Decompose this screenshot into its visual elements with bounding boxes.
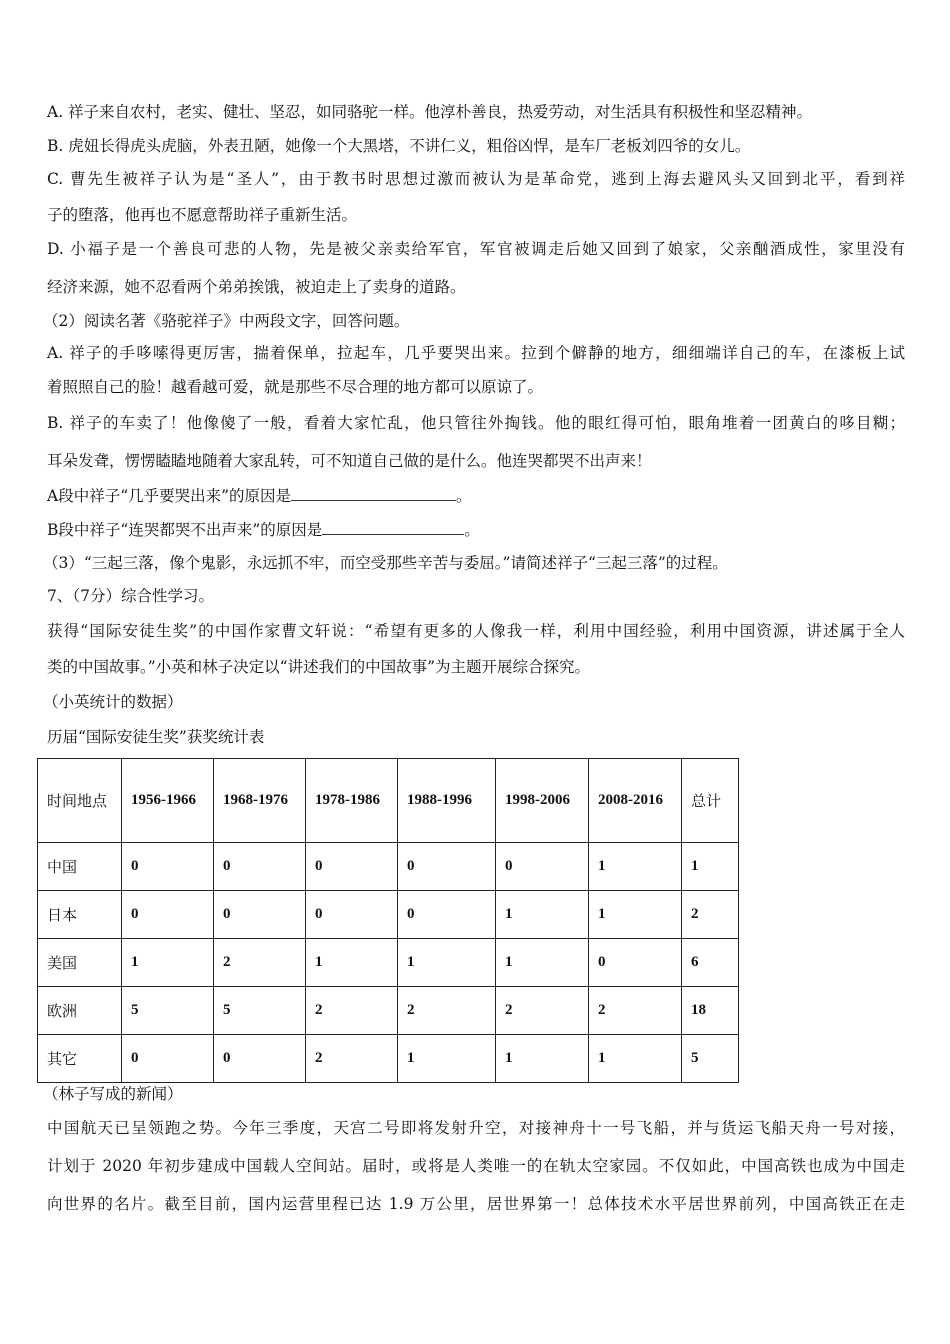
header-cell: 2008-2016: [589, 759, 682, 843]
count-cell: 2: [306, 1035, 398, 1083]
question-b-text: B段中祥子“连哭都哭不出声来”的原因是: [47, 521, 323, 539]
count-cell: 2: [398, 987, 496, 1035]
news-line3: 向世界的名片。截至目前，国内运营里程已达 1.9 万公里，居世界第一！总体技术水平居世界前列，中国高铁正在走: [47, 1195, 905, 1213]
table-row: [38, 891, 739, 939]
data-label: （小英统计的数据）: [43, 693, 183, 711]
header-cell: 时间地点: [38, 759, 122, 843]
count-cell: 0: [589, 939, 682, 987]
count-cell: 2: [682, 891, 739, 939]
count-cell: 0: [122, 1035, 214, 1083]
table-row: [38, 1035, 739, 1083]
count-cell: 1: [496, 1035, 589, 1083]
passage-b-line2: 耳朵发聋，愣愣瞌瞌地随着大家乱转，可不知道自己做的是什么。他连哭都哭不出声来！: [47, 452, 652, 470]
count-cell: 2: [496, 987, 589, 1035]
count-cell: 0: [306, 843, 398, 891]
count-cell: 2: [306, 987, 398, 1035]
passage-a-line1: A. 祥子的手哆嗦得更厉害，揣着保单，拉起车，几乎要哭出来。拉到个僻静的地方，细细端详自己的车，在漆板上试: [47, 344, 905, 362]
option-c-line1: C. 曹先生被祥子认为是“圣人”，由于教书时思想过激而被认为是革命党，逃到上海去避风头又回到北平，看到祥: [47, 170, 905, 188]
question-b-end: 。: [464, 521, 480, 539]
header-cell: 1988-1996: [398, 759, 496, 843]
option-d-line2: 经济来源，她不忍看两个弟弟挨饿，被迫走上了卖身的道路。: [47, 278, 466, 296]
count-cell: 1: [398, 1035, 496, 1083]
news-line1: 中国航天已呈领跑之势。今年三季度，天宫二号即将发射升空，对接神舟十一号飞船，并与货运飞船天舟一号对接，: [47, 1119, 905, 1137]
part3-question: （3）“三起三落，像个鬼影，永远抓不牢，而空受那些辛苦与委屈。”请简述祥子“三起三落”的过程。: [43, 554, 728, 572]
table-row: [38, 843, 739, 891]
count-cell: 1: [589, 843, 682, 891]
count-cell: 0: [214, 891, 306, 939]
count-cell: 18: [682, 987, 739, 1035]
count-cell: 1: [589, 891, 682, 939]
question-a-text: A段中祥子“几乎要哭出来”的原因是: [47, 487, 292, 505]
q7-intro-line2: 类的中国故事。”小英和林子决定以“讲述我们的中国故事”为主题开展综合探究。: [47, 658, 591, 676]
option-d-line1: D. 小福子是一个善良可悲的人物，先是被父亲卖给军官，军官被调走后她又回到了娘家，父亲酗酒成性，家里没有: [47, 240, 905, 258]
passage-b-line1: B. 祥子的车卖了！他像傻了一般，看着大家忙乱，他只管往外掏钱。他的眼红得可怕，眼角堆着一团黄白的哆目糊；: [47, 414, 905, 432]
region-cell: 欧洲: [38, 987, 122, 1035]
count-cell: 1: [122, 939, 214, 987]
header-cell: 1978-1986: [306, 759, 398, 843]
region-cell: 日本: [38, 891, 122, 939]
award-stats-table: [37, 758, 739, 1083]
count-cell: 6: [682, 939, 739, 987]
header-cell: 1956-1966: [122, 759, 214, 843]
count-cell: 5: [682, 1035, 739, 1083]
count-cell: 0: [398, 843, 496, 891]
region-cell: 其它: [38, 1035, 122, 1083]
question-a: [47, 486, 472, 506]
table-row: [38, 987, 739, 1035]
header-cell: 总计: [682, 759, 739, 843]
passage-a-line2: 着照照自己的脸！越看越可爱，就是那些不尽合理的地方都可以原谅了。: [47, 378, 544, 396]
question-a-end: 。: [456, 487, 472, 505]
count-cell: 1: [589, 1035, 682, 1083]
count-cell: 1: [306, 939, 398, 987]
table-title: 历届“国际安徒生奖”获奖统计表: [47, 728, 265, 746]
news-line2: 计划于 2020 年初步建成中国载人空间站。届时，或将是人类唯一的在轨太空家园。不仅如此，中国高铁也成为中国走: [47, 1157, 905, 1175]
count-cell: 2: [214, 939, 306, 987]
answer-blank-a[interactable]: [291, 486, 456, 501]
option-a: A. 祥子来自农村，老实、健壮、坚忍，如同骆驼一样。他淳朴善良，热爱劳动，对生活具有积极性和坚忍精神。: [47, 103, 813, 121]
option-b: B. 虎妞长得虎头虎脑，外表丑陋，她像一个大黑塔，不讲仁义，粗俗凶悍，是车厂老板刘四爷的女儿。: [47, 137, 751, 155]
part2-title: （2）阅读名著《骆驼祥子》中两段文字，回答问题。: [43, 312, 410, 330]
count-cell: 1: [682, 843, 739, 891]
answer-blank-b[interactable]: [322, 520, 464, 535]
count-cell: 0: [214, 1035, 306, 1083]
region-cell: 中国: [38, 843, 122, 891]
count-cell: 1: [496, 891, 589, 939]
region-cell: 美国: [38, 939, 122, 987]
count-cell: 5: [122, 987, 214, 1035]
count-cell: 0: [214, 843, 306, 891]
table-row: [38, 939, 739, 987]
q7-title: 7、（7分）综合性学习。: [47, 587, 214, 605]
count-cell: 1: [398, 939, 496, 987]
header-cell: 1968-1976: [214, 759, 306, 843]
table-header-row: [38, 759, 739, 843]
count-cell: 1: [496, 939, 589, 987]
option-c-line2: 子的堕落，他再也不愿意帮助祥子重新生活。: [47, 206, 358, 224]
header-cell: 1998-2006: [496, 759, 589, 843]
count-cell: 0: [496, 843, 589, 891]
count-cell: 0: [122, 891, 214, 939]
question-b: [47, 520, 480, 540]
q7-intro-line1: 获得“国际安徒生奖”的中国作家曹文轩说：“希望有更多的人像我一样，利用中国经验，利用中国资源，讲述属于全人: [47, 622, 905, 640]
news-label: （林子写成的新闻）: [43, 1085, 183, 1103]
count-cell: 0: [306, 891, 398, 939]
count-cell: 5: [214, 987, 306, 1035]
count-cell: 0: [398, 891, 496, 939]
count-cell: 0: [122, 843, 214, 891]
count-cell: 2: [589, 987, 682, 1035]
